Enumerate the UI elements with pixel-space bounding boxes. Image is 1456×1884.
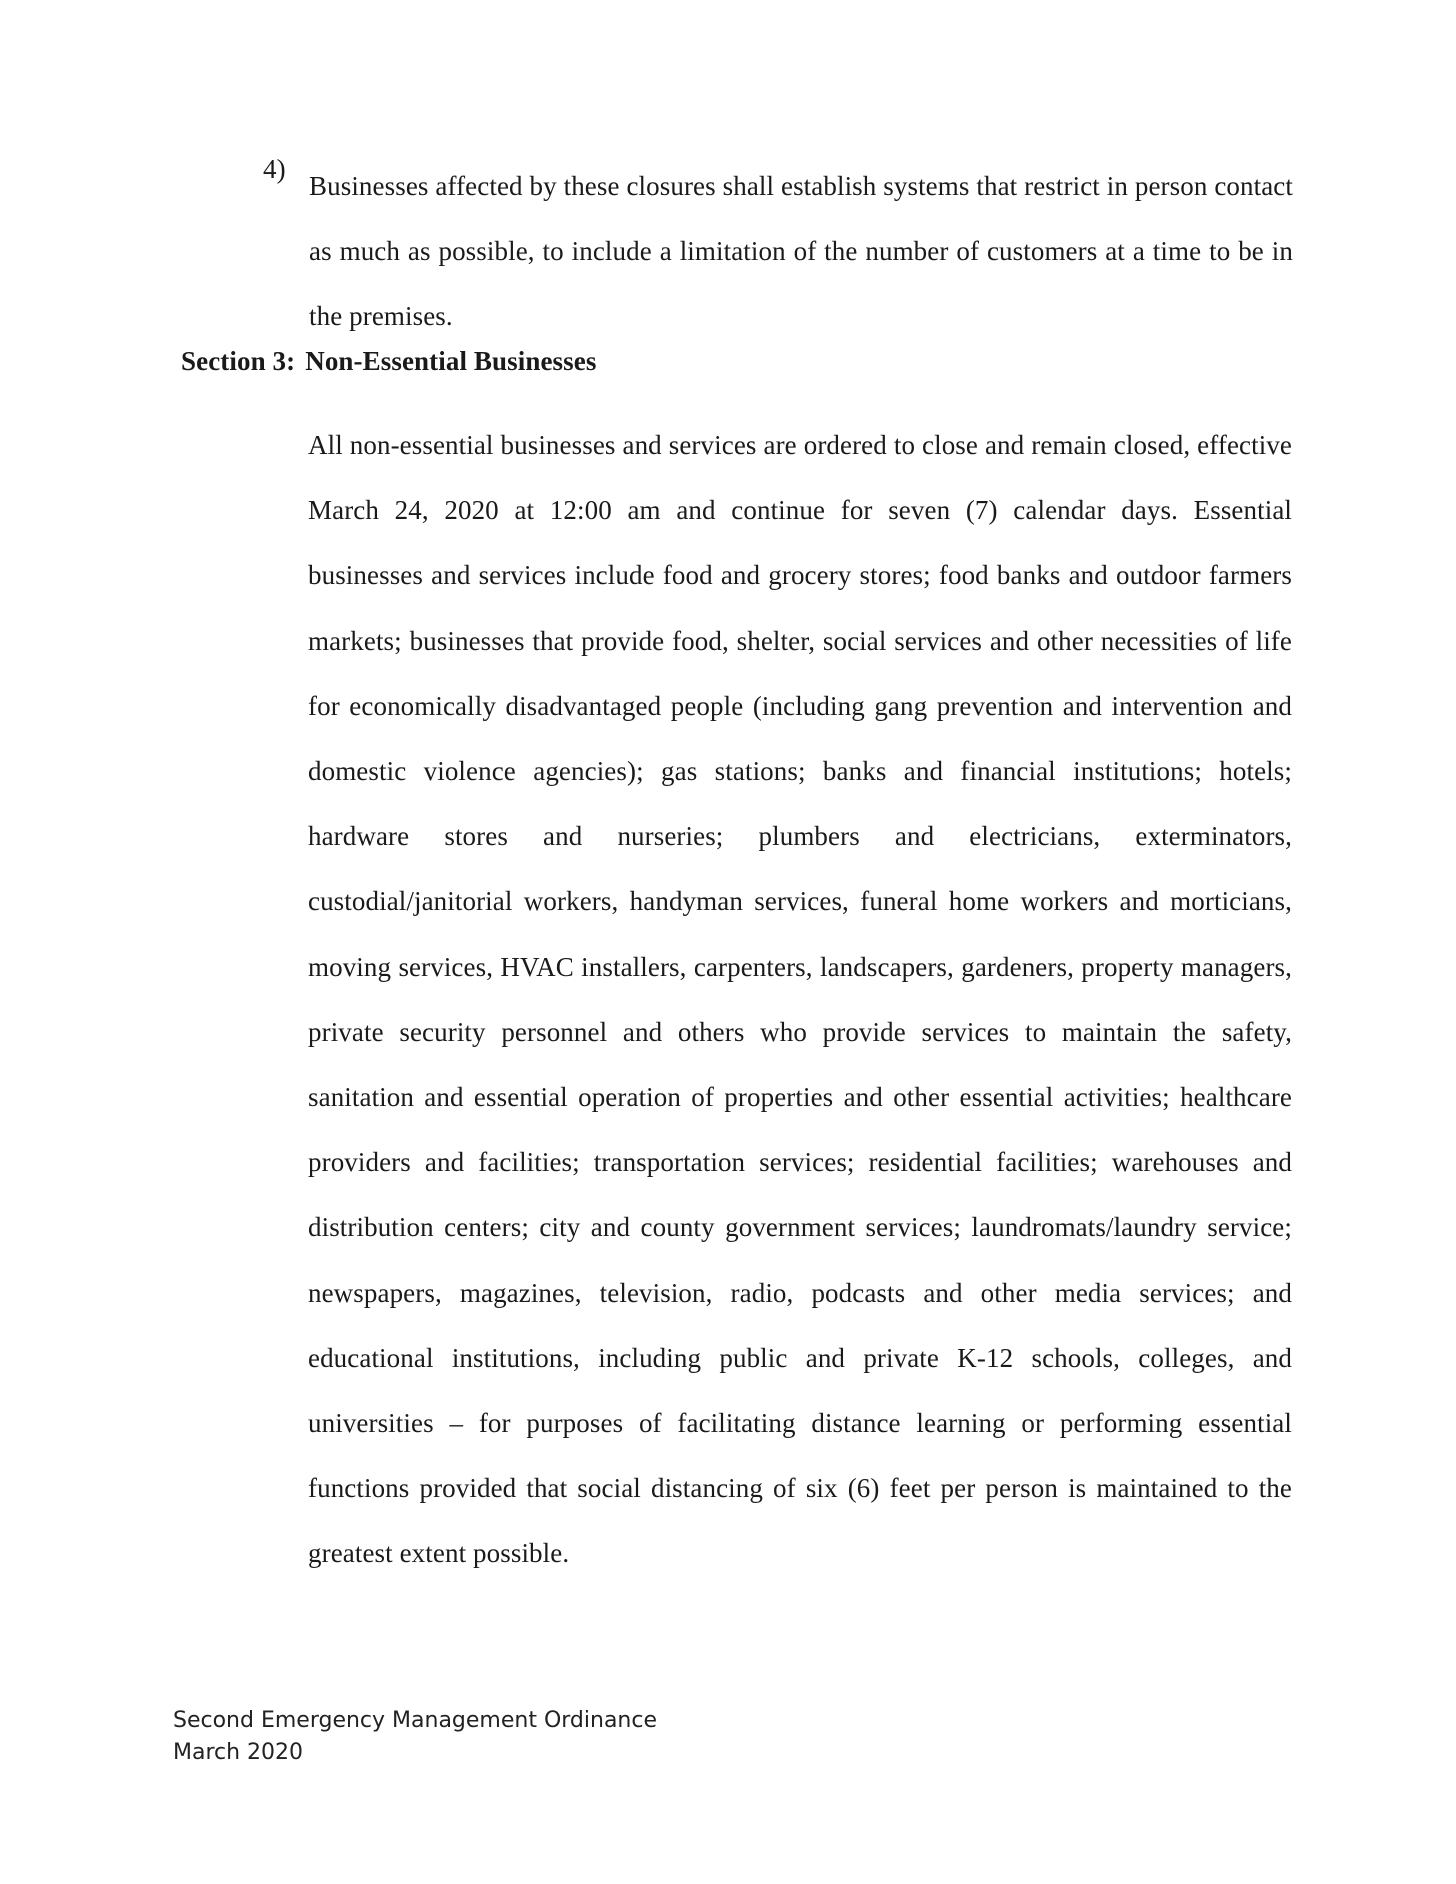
section-title: Non-Essential Businesses: [305, 346, 597, 376]
list-item-text: Businesses affected by these closures shall establish systems that restrict in person contact as much as possible, to include a limitation of the number of customers at a time to be in the premises.: [309, 171, 1293, 331]
footer-title: Second Emergency Management Ordinance: [173, 1708, 657, 1733]
section-heading: [181, 346, 596, 377]
footer-date: March 2020: [173, 1740, 304, 1765]
page-footer: [173, 1705, 657, 1769]
list-item-number: 4): [263, 154, 286, 184]
section-label: Section 3:: [181, 346, 296, 376]
section-body-paragraph: All non-essential businesses and services are ordered to close and remain closed, effective March 24, 2020 at 12:00 am and continue for seven (7) calendar days. Essential businesses and services include food and grocery stores; food banks and outdoor farmers markets; businesses that provide food, shelter, social services and other necessities of life for economically disadvantaged people (including gang prevention and intervention and domestic violence agencies); gas stations; banks and financial institutions; hotels; hardware stores and nurseries; plumbers and electricians, exterminators, custodial/janitorial workers, handyman services, funeral home workers and morticians, moving services, HVAC installers, carpenters, landscapers, gardeners, property managers, private security personnel and others who provide services to maintain the safety, sanitation and essential operation of properties and other essential activities; healthcare providers and facilities; transportation services; residential facilities; warehouses and distribution centers; city and county government services; laundromats/laundry service; newspapers, magazines, television, radio, podcasts and other media services; and educational institutions, including public and private K-12 schools, colleges, and universities – for purposes of facilitating distance learning or performing essential functions provided that social distancing of six (6) feet per person is maintained to the greatest extent possible.: [308, 430, 1292, 1569]
